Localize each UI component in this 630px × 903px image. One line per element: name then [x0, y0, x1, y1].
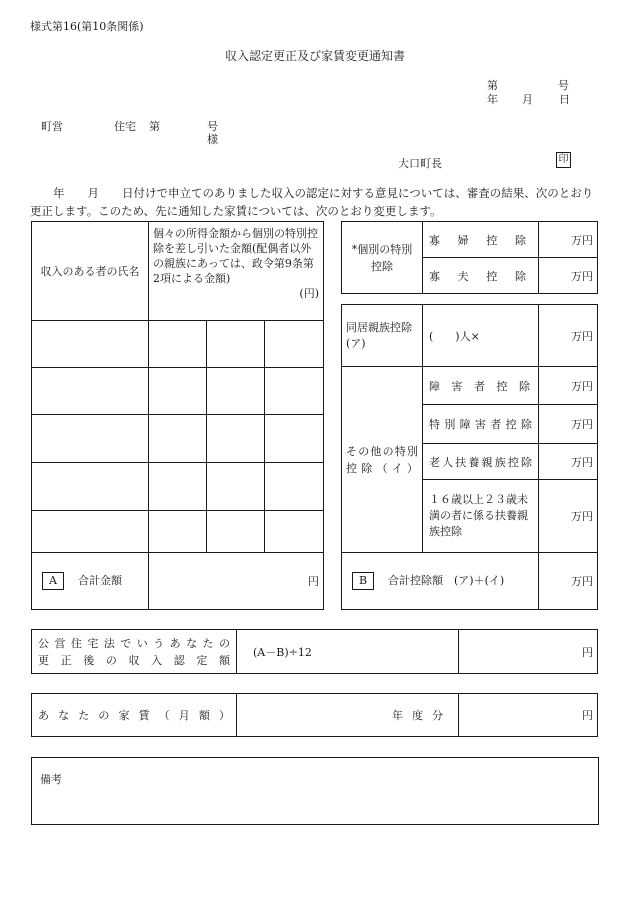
deduction-name: 障害者控除 [423, 367, 539, 405]
individual-deduction-label: *個別の特別控除 [342, 222, 423, 294]
remarks-box[interactable] [31, 757, 599, 825]
amount-cell[interactable] [149, 321, 207, 368]
income-recognition-unit: 円 [582, 645, 593, 659]
individual-deduction-table [341, 221, 598, 294]
name-cell[interactable] [32, 415, 149, 463]
issuer-mayor: 大口町長 [398, 157, 442, 170]
table-row [32, 463, 324, 511]
cohabit-label: 同居親族控除(ア) [342, 305, 423, 367]
deduction-name: 寡夫控除 [423, 258, 539, 294]
addressee [41, 118, 218, 134]
amount-cell[interactable] [207, 415, 265, 463]
total-row-b [342, 553, 598, 610]
total-b-label-cell [342, 553, 539, 610]
amount-cell[interactable] [265, 463, 324, 511]
income-recognition-label-line1: 公営住宅法でいうあなたの [38, 636, 230, 650]
name-cell[interactable] [32, 463, 149, 511]
intro-text: 年 月 日付けで申立てのありました収入の認定に対する意見については、審査の結果、次のとおり更正します。このため、先に通知した家賃については、次のとおり変更します。 [30, 186, 594, 218]
form-id: 様式第16(第10条関係) [30, 20, 144, 33]
addressee-town: 町営 [41, 120, 63, 133]
deduction-unit[interactable]: 万円 [539, 367, 598, 405]
document-date [487, 91, 569, 107]
box-b: B [352, 572, 374, 590]
rent-label: あなたの家賃（月額） [32, 694, 237, 737]
remarks-label: 備考 [40, 773, 62, 786]
box-a: A [42, 572, 64, 590]
deduction-unit[interactable]: 万円 [539, 405, 598, 444]
number-suffix: 号 [558, 79, 569, 92]
amount-cell[interactable] [207, 321, 265, 368]
amount-cell[interactable] [265, 321, 324, 368]
total-a-unit: 円 [308, 575, 319, 588]
income-recognition-table [31, 629, 598, 674]
amount-cell[interactable] [265, 511, 324, 553]
amount-cell[interactable] [149, 368, 207, 415]
name-cell[interactable] [32, 321, 149, 368]
total-b-unit[interactable]: 万円 [539, 553, 598, 610]
document-title: 収入認定更正及び家賃変更通知書 [224, 49, 405, 63]
honorific: 様 [207, 133, 218, 146]
deduction-name: 特別障害者控除 [423, 405, 539, 444]
name-cell[interactable] [32, 511, 149, 553]
addressee-housing: 住宅 [114, 120, 136, 133]
deduction-unit[interactable]: 万円 [539, 222, 598, 258]
deduction-name: 寡婦控除 [423, 222, 539, 258]
addressee-number-prefix: 第 [149, 120, 160, 133]
other-deduction-label: その他の特別控除（イ） [342, 367, 423, 553]
deduction-name: 老人扶養親族控除 [423, 444, 539, 480]
table-row [32, 321, 324, 368]
total-a-label: 合計金額 [78, 574, 122, 587]
table-row [32, 415, 324, 463]
deduction-table [341, 304, 598, 610]
deduction-unit[interactable]: 万円 [539, 258, 598, 294]
amount-cell[interactable] [207, 511, 265, 553]
date-year: 年 [487, 93, 498, 106]
date-month: 月 [522, 93, 533, 106]
number-prefix: 第 [487, 79, 498, 92]
rent-period[interactable]: 年度分 [237, 694, 459, 737]
income-header-text: 個々の所得金額から個別の特別控除を差し引いた金額(配偶者以外の親族にあっては、政令第9条第2項による金額) [153, 227, 318, 285]
amount-cell[interactable] [149, 511, 207, 553]
income-recognition-value[interactable] [459, 630, 598, 674]
amount-cell[interactable] [207, 463, 265, 511]
deduction-unit[interactable]: 万円 [539, 480, 598, 553]
name-cell[interactable] [32, 368, 149, 415]
rent-table [31, 693, 598, 737]
name-header: 収入のある者の氏名 [32, 222, 149, 321]
rent-unit: 円 [582, 709, 593, 722]
amount-cell[interactable] [207, 368, 265, 415]
income-header-unit: (円) [299, 287, 319, 300]
amount-cell[interactable] [149, 415, 207, 463]
income-formula: (A－B)÷12 [237, 630, 459, 674]
total-a-label-cell [32, 553, 149, 610]
seal-mark: 印 [556, 152, 571, 168]
deduction-unit[interactable]: 万円 [539, 444, 598, 480]
date-day: 日 [559, 93, 570, 106]
amount-cell[interactable] [265, 368, 324, 415]
addressee-number-suffix: 号 [207, 120, 218, 133]
table-row [32, 368, 324, 415]
total-a-value[interactable] [149, 553, 324, 610]
rent-value[interactable] [459, 694, 598, 737]
amount-cell[interactable] [265, 415, 324, 463]
cohabit-unit[interactable]: 万円 [539, 305, 598, 367]
total-row-a [32, 553, 324, 610]
income-table [31, 221, 324, 610]
cohabit-value[interactable]: ( )人× [423, 305, 539, 367]
amount-cell[interactable] [149, 463, 207, 511]
income-recognition-label-line2: 更正後の収入認定額 [38, 653, 230, 667]
income-header [149, 222, 324, 321]
total-b-label: 合計控除額 (ア)＋(イ) [388, 574, 505, 587]
deduction-name: １６歳以上２３歳未満の者に係る扶養親族控除 [423, 480, 539, 553]
table-row [32, 511, 324, 553]
income-recognition-label [32, 630, 237, 674]
